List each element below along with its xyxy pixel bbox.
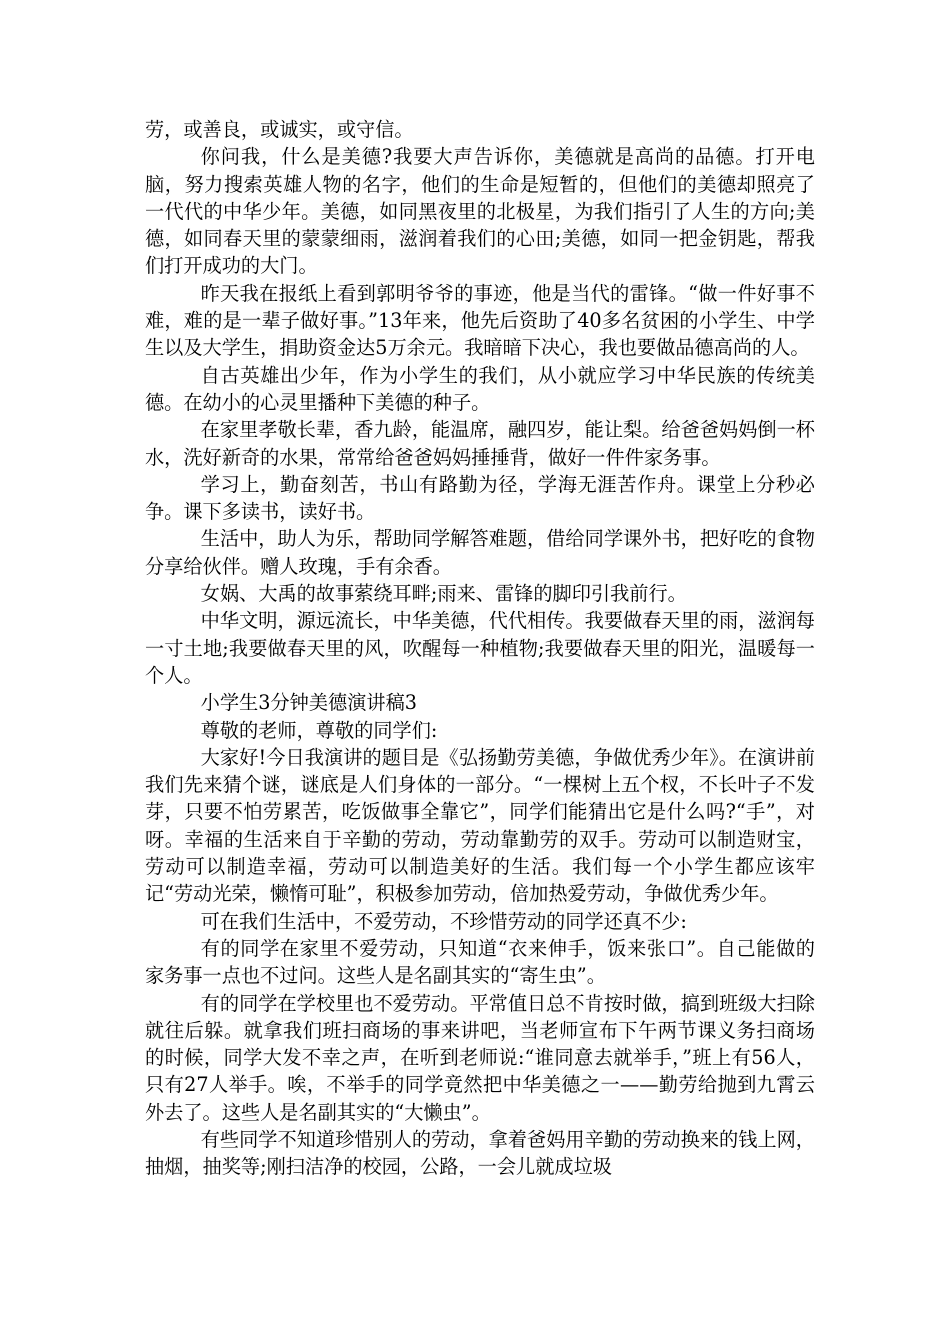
paragraph: 有的同学在学校里也不爱劳动。平常值日总不肯按时做，搞到班级大扫除就往后躲。就拿我们班扫商场的事来讲吧，当老师宣布下午两节课义务扫商场的时候，同学大发不幸之声，在听到老师说:“谁同意去就举手，”班上有56人，只有27人举手。唉，不举手的同学竟然把中华美德之一——勤劳给抛到九霄云外去了。这些人是名副其实的“大懒虫”。 — [145, 991, 815, 1124]
paragraph: 大家好!今日我演讲的题目是《弘扬勤劳美德，争做优秀少年》。在演讲前我们先来猜个谜，谜底是人们身体的一部分。“一棵树上五个杈，不长叶子不发芽，只要不怕劳累苦，吃饭做事全靠它”，同学们能猜出它是什么吗?“手”，对呀。幸福的生活来自于辛勤的劳动，劳动靠勤劳的双手。劳动可以制造财宝，劳动可以制造幸福，劳动可以制造美好的生活。我们每一个小学生都应该牢记“劳动光荣，懒惰可耻”，积极参加劳动，倍加热爱劳动，争做优秀少年。 — [145, 745, 815, 906]
paragraph: 有的同学在家里不爱劳动，只知道“衣来伸手，饭来张口”。自己能做的家务事一点也不过问。这些人是名副其实的“寄生虫”。 — [145, 936, 815, 988]
paragraph: 你问我，什么是美德?我要大声告诉你，美德就是高尚的品德。打开电脑，努力搜索英雄人物的名字，他们的生命是短暂的，但他们的美德却照亮了一代代的中华少年。美德，如同黑夜里的北极星，为我们指引了人生的方向;美德，如同春天里的蒙蒙细雨，滋润着我们的心田;美德，如同一把金钥匙，帮我们打开成功的大门。 — [145, 145, 815, 278]
paragraph: 昨天我在报纸上看到郭明爷爷的事迹，他是当代的雷锋。“做一件好事不难，难的是一辈子做好事。”13年来，他先后资助了40多名贫困的小学生、中学生以及大学生，捐助资金达5万余元。我暗暗下决心，我也要做品德高尚的人。 — [145, 281, 815, 360]
paragraph: 女娲、大禹的故事萦绕耳畔;雨来、雷锋的脚印引我前行。 — [200, 582, 687, 606]
paragraph: 可在我们生活中，不爱劳动，不珍惜劳动的同学还真不少: — [200, 909, 687, 933]
section-title: 小学生3分钟美德演讲稿3 — [200, 691, 417, 715]
paragraph: 有些同学不知道珍惜别人的劳动，拿着爸妈用辛勤的劳动换来的钱上网，抽烟，抽奖等;刚扫洁净的校园，公路，一会儿就成垃圾 — [145, 1127, 815, 1179]
paragraph: 学习上，勤奋刻苦，书山有路勤为径，学海无涯苦作舟。课堂上分秒必争。课下多读书，读好书。 — [145, 472, 815, 524]
paragraph-continuation: 劳，或善良，或诚实，或守信。 — [145, 118, 414, 141]
salutation: 尊敬的老师，尊敬的同学们: — [200, 718, 438, 742]
paragraph: 中华文明，源远流长，中华美德，代代相传。我要做春天里的雨，滋润每一寸土地;我要做春天里的风，吹醒每一种植物;我要做春天里的阳光，温暖每一个人。 — [145, 609, 815, 687]
paragraph: 生活中，助人为乐，帮助同学解答难题，借给同学课外书，把好吃的食物分享给伙伴。赠人玫瑰，手有余香。 — [145, 527, 815, 578]
paragraph: 自古英雄出少年，作为小学生的我们，从小就应学习中华民族的传统美德。在幼小的心灵里播种下美德的种子。 — [145, 363, 815, 414]
paragraph: 在家里孝敬长辈，香九龄，能温席，融四岁，能让梨。给爸爸妈妈倒一杯水，洗好新奇的水果，常常给爸爸妈妈捶捶背，做好一件件家务事。 — [145, 418, 815, 469]
document-body — [145, 116, 815, 1181]
